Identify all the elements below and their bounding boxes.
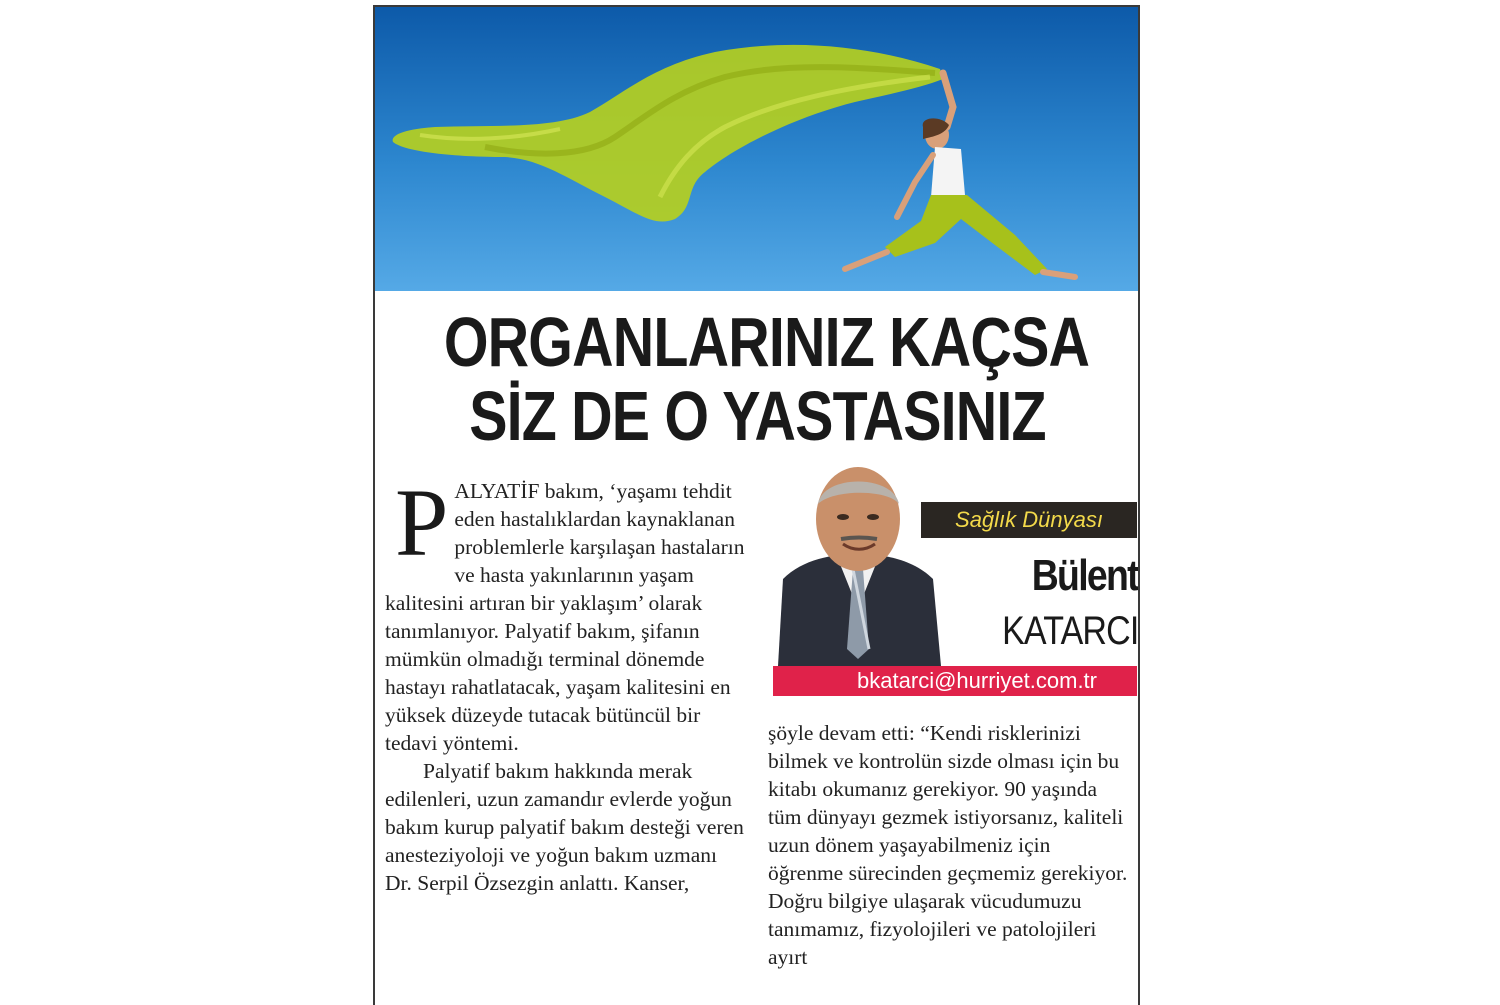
article-left-column: [385, 469, 745, 897]
headline-line-1: ORGANLARINIZ KAÇSA: [443, 303, 1090, 381]
article-headline: [443, 303, 1090, 455]
article-paragraph-2: Palyatif bakım hakkında merak edilenleri, uzun zamandır evlerde yoğun bakım kurup palyatif bakım desteği veren anesteziyoloji ve yoğun bakım uzmanı Dr. Serpil Özsezgin anlattı. Kanser,: [385, 759, 744, 895]
hero-photo: [375, 7, 1140, 291]
newspaper-clipping: [373, 5, 1140, 1005]
right-column-paragraph: şöyle devam etti: “Kendi risklerinizi bilmek ve kontrolün sizde olması için bu kitabı okumanız gerekiyor. 90 yaşında tüm dünyayı gezmek istiyorsanız, kaliteli uzun dönem yaşayabilmeniz için öğrenme sürecinden geçmemiz gerekiyor. Doğru bilgiye ulaşarak vücudumuzu tanımamız, fizyolojileri ve patolojileri ayırt: [768, 721, 1128, 969]
author-box: [773, 459, 1140, 697]
author-photo: [773, 459, 943, 666]
section-tag: Sağlık Dünyası: [921, 502, 1137, 538]
jumping-woman-illustration: [375, 7, 1140, 291]
article-paragraph-1: [385, 469, 745, 757]
woman-figure: [845, 73, 1075, 277]
drop-cap: P: [395, 469, 449, 576]
article-right-column: [768, 719, 1128, 971]
author-email: bkatarci@hurriyet.com.tr: [773, 666, 1137, 696]
headline-line-2: SİZ DE O YASTASINIZ: [469, 377, 1046, 455]
paragraph-1-text: ALYATİF bakım, ‘yaşamı tehdit eden hastalıklardan kaynaklanan problemlerle karşılaşan hastaların ve hasta yakınlarının yaşam kalitesini artıran bir yaklaşım’ olarak tanımlanıyor. Palyatif bakım, şifanın mümkün olmadığı terminal dönemde hastayı rahatlatacak, yaşam kalitesini en yüksek düzeyde tutacak bütüncül bir tedavi yöntemi.: [385, 479, 745, 755]
author-last-name: KATARCI: [1001, 609, 1138, 653]
author-first-name: Bülent: [1031, 551, 1138, 600]
